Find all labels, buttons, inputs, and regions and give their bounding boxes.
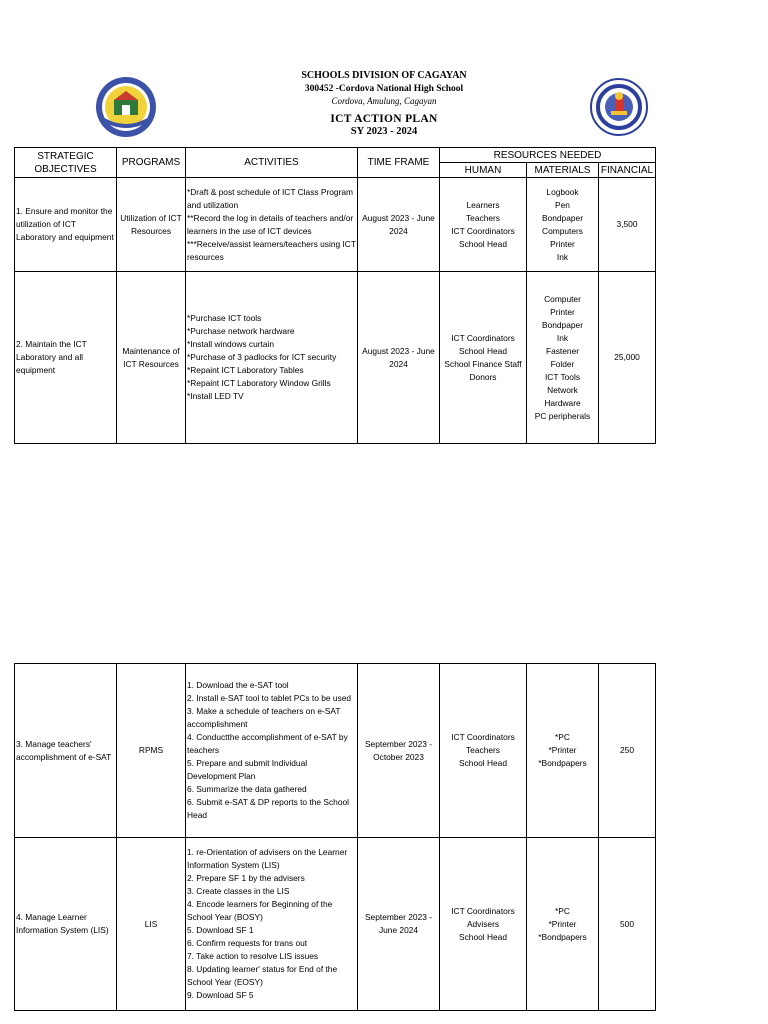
human-item: Teachers: [466, 212, 500, 223]
header-objectives: STRATEGIC OBJECTIVES: [15, 148, 117, 178]
activity-item: *Draft & post schedule of ICT Class Program and utilization: [187, 186, 354, 210]
material-item: Pen: [555, 199, 570, 210]
material-item: Bondpaper: [542, 319, 583, 330]
material-item: Bondpaper: [542, 212, 583, 223]
financial-cell: 250: [599, 664, 656, 838]
material-item: Computers: [542, 225, 583, 236]
material-item: Hardware: [544, 397, 581, 408]
human-item: School Head: [459, 758, 507, 768]
human-item: School Finance Staff: [444, 358, 522, 369]
action-plan-table-continued: [14, 663, 656, 1011]
material-item: *Bondpapers: [538, 758, 587, 768]
objective-cell: 2. Maintain the ICT Laboratory and all equipment: [15, 272, 117, 444]
activity-item: 1. Download the e-SAT tool: [187, 680, 289, 690]
objective-cell: 4. Manage Learner Information System (LIS): [15, 838, 117, 1011]
activity-item: *Install LED TV: [187, 391, 244, 401]
human-item: Learners: [466, 199, 500, 210]
activity-item: 9. Download SF 5: [187, 990, 254, 1000]
material-item: Fastener: [545, 345, 580, 356]
document-title: ICT ACTION PLAN: [330, 113, 438, 125]
material-item: *Printer: [548, 745, 577, 755]
material-item: *Printer: [548, 918, 577, 929]
human-cell: [440, 178, 527, 272]
school-year: SY 2023 - 2024: [350, 126, 418, 137]
human-item: Advisers: [466, 918, 500, 929]
material-item: *Bondpapers: [538, 931, 587, 942]
activity-item: 6. Confirm requests for trans out: [187, 938, 308, 948]
activity-item: *Install windows curtain: [187, 339, 275, 349]
school-address: Cordova, Amulung, Cagayan: [331, 96, 437, 106]
human-item: ICT Coordinators: [451, 905, 515, 916]
human-item: ICT Coordinators: [451, 332, 515, 343]
material-item: *PC: [555, 732, 570, 742]
activity-item: 3. Make a schedule of teachers on e-SAT accomplishment: [187, 706, 341, 729]
division-name: SCHOOLS DIVISION OF CAGAYAN: [301, 70, 467, 81]
material-item: Logbook: [546, 186, 579, 197]
materials-cell: [527, 664, 599, 838]
header-materials: MATERIALS: [527, 163, 599, 178]
document-header: [0, 70, 768, 137]
activity-item: *Repaint ICT Laboratory Tables: [187, 365, 304, 375]
activities-cell: [186, 838, 358, 1011]
time-frame-cell: September 2023 - June 2024: [358, 838, 440, 1011]
header-programs: PROGRAMS: [117, 148, 186, 178]
program-cell: LIS: [117, 838, 186, 1011]
human-item: Teachers: [466, 745, 500, 755]
activity-item: *Purchase ICT tools: [187, 313, 262, 323]
material-item: Ink: [556, 332, 569, 343]
material-item: Folder: [550, 358, 575, 369]
activities-cell: [186, 272, 358, 444]
time-frame-cell: August 2023 - June 2024: [358, 178, 440, 272]
materials-cell: [527, 178, 599, 272]
material-item: *PC: [555, 905, 570, 916]
human-cell: [440, 664, 527, 838]
table-row: [15, 664, 656, 838]
human-item: School Head: [459, 931, 507, 942]
header-activities: ACTIVITIES: [186, 148, 358, 178]
activity-item: 7. Take action to resolve LIS issues: [187, 951, 319, 961]
program-cell: Utilization of ICT Resources: [117, 178, 186, 272]
human-item: ICT Coordinators: [451, 225, 515, 236]
activity-item: 6. Summarize the data gathered: [187, 784, 307, 794]
activity-item: 8. Updating learner' status for End of the School Year (EOSY): [187, 964, 338, 987]
human-cell: [440, 272, 527, 444]
objective-cell: 3. Manage teachers' accomplishment of e-SAT: [15, 664, 117, 838]
activity-item: 1. re-Orientation of advisers on the Learner Information System (LIS): [187, 847, 348, 870]
activities-cell: [186, 664, 358, 838]
activity-item: 5. Download SF 1: [187, 925, 254, 935]
activity-item: 6. Submit e-SAT & DP reports to the School Head: [187, 797, 349, 820]
time-frame-cell: August 2023 - June 2024: [358, 272, 440, 444]
financial-cell: 3,500: [599, 178, 656, 272]
material-item: Printer: [550, 238, 575, 249]
time-frame-cell: September 2023 - October 2023: [358, 664, 440, 838]
activity-item: ***Receive/assist learners/teachers using ICT resources: [187, 238, 356, 262]
activity-item: 4. Conductthe accomplishment of e-SAT by teachers: [187, 732, 348, 755]
activity-item: 2. Install e-SAT tool to tablet PCs to be used: [187, 693, 352, 703]
activity-item: *Purchase network hardware: [187, 326, 295, 336]
header-time-frame: TIME FRAME: [358, 148, 440, 178]
material-item: Network: [547, 384, 578, 395]
school-name: 300452 -Cordova National High School: [304, 84, 464, 94]
table-row: [15, 272, 656, 444]
activity-item: *Repaint ICT Laboratory Window Grills: [187, 378, 331, 388]
program-cell: Maintenance of ICT Resources: [117, 272, 186, 444]
material-item: ICT Tools: [544, 371, 581, 382]
activity-item: 2. Prepare SF 1 by the advisers: [187, 873, 305, 883]
program-cell: RPMS: [117, 664, 186, 838]
table-row: [15, 178, 656, 272]
header-resources: RESOURCES NEEDED: [440, 148, 656, 163]
human-cell: [440, 838, 527, 1011]
activity-item: 4. Encode learners for Beginning of the School Year (BOSY): [187, 899, 333, 922]
financial-cell: 500: [599, 838, 656, 1011]
activity-item: 3. Create classes in the LIS: [187, 886, 290, 896]
human-item: School Head: [459, 345, 507, 356]
materials-cell: [527, 272, 599, 444]
human-item: Donors: [469, 371, 497, 382]
activity-item: 5. Prepare and submit Individual Development Plan: [187, 758, 308, 781]
financial-cell: 25,000: [599, 272, 656, 444]
material-item: PC peripherals: [534, 410, 591, 421]
activity-item: **Record the log in details of teachers and/or learners in the use of ICT devices: [187, 212, 354, 236]
human-item: ICT Coordinators: [451, 732, 515, 742]
objective-cell: 1. Ensure and monitor the utilization of ICT Laboratory and equipment: [15, 178, 117, 272]
materials-cell: [527, 838, 599, 1011]
material-item: Computer: [544, 293, 581, 304]
header-financial: FINANCIAL: [599, 163, 656, 178]
human-item: School Head: [459, 238, 507, 249]
action-plan-table: [14, 147, 656, 444]
activities-cell: [186, 178, 358, 272]
material-item: Printer: [550, 306, 575, 317]
table-row: [15, 838, 656, 1011]
header-human: HUMAN: [440, 163, 527, 178]
activity-item: *Purchase of 3 padlocks for ICT security: [187, 352, 337, 362]
material-item: Ink: [556, 251, 569, 262]
